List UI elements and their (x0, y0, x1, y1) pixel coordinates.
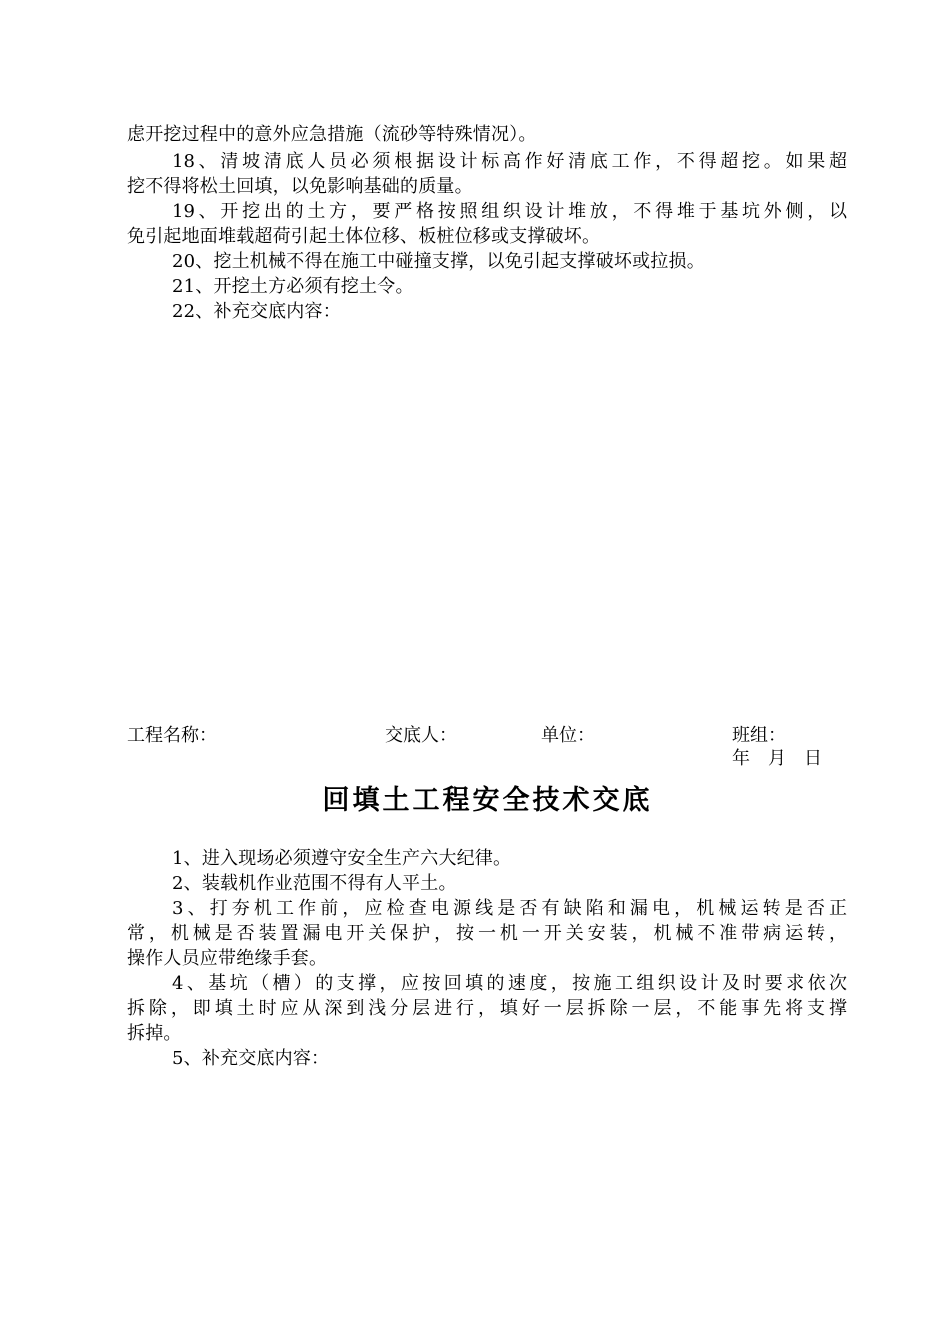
unit-label: 单位： (541, 725, 595, 746)
paragraph-line: 18、清坡清底人员必须根据设计标高作好清底工作，不得超挖。如果超 (172, 151, 847, 172)
paragraph-line: 1、进入现场必须遵守安全生产六大纪律。 (172, 848, 512, 869)
paragraph-line: 虑开挖过程中的意外应急措施（流砂等特殊情况）。 (127, 124, 537, 145)
team-label: 班组： (732, 725, 786, 746)
paragraph-line: 挖不得将松土回填，以免影响基础的质量。 (127, 176, 473, 197)
paragraph-line: 2、装载机作业范围不得有人平土。 (172, 873, 457, 894)
paragraph-line: 19、开挖出的土方，要严格按照组织设计堆放，不得堆于基坑外侧，以 (172, 201, 847, 222)
paragraph-line: 免引起地面堆载超荷引起土体位移、板桩位移或支撑破坏。 (127, 226, 601, 247)
paragraph-line: 拆除，即填土时应从深到浅分层进行，填好一层拆除一层，不能事先将支撑 (127, 998, 847, 1019)
paragraph-line: 21、开挖土方必须有挖土令。 (172, 276, 414, 297)
paragraph-line: 22、补充交底内容： (172, 301, 341, 322)
paragraph-line: 5、补充交底内容： (172, 1048, 330, 1069)
paragraph-line: 3、打夯机工作前，应检查电源线是否有缺陷和漏电，机械运转是否正 (172, 898, 847, 919)
section2-title: 回填土工程安全技术交底 (322, 785, 653, 816)
paragraph-line: 常，机械是否装置漏电开关保护，按一机一开关安装，机械不准带病运转， (127, 923, 847, 944)
paragraph-line: 拆掉。 (127, 1023, 182, 1044)
date-label: 年 月 日 (732, 748, 822, 769)
paragraph-line: 操作人员应带绝缘手套。 (127, 948, 328, 969)
project-name-label: 工程名称： (127, 725, 217, 746)
presenter-label: 交底人： (385, 725, 457, 746)
paragraph-line: 4、基坑（槽）的支撑，应按回填的速度，按施工组织设计及时要求依次 (172, 973, 847, 994)
paragraph-line: 20、挖土机械不得在施工中碰撞支撑，以免引起支撑破坏或拉损。 (172, 251, 705, 272)
